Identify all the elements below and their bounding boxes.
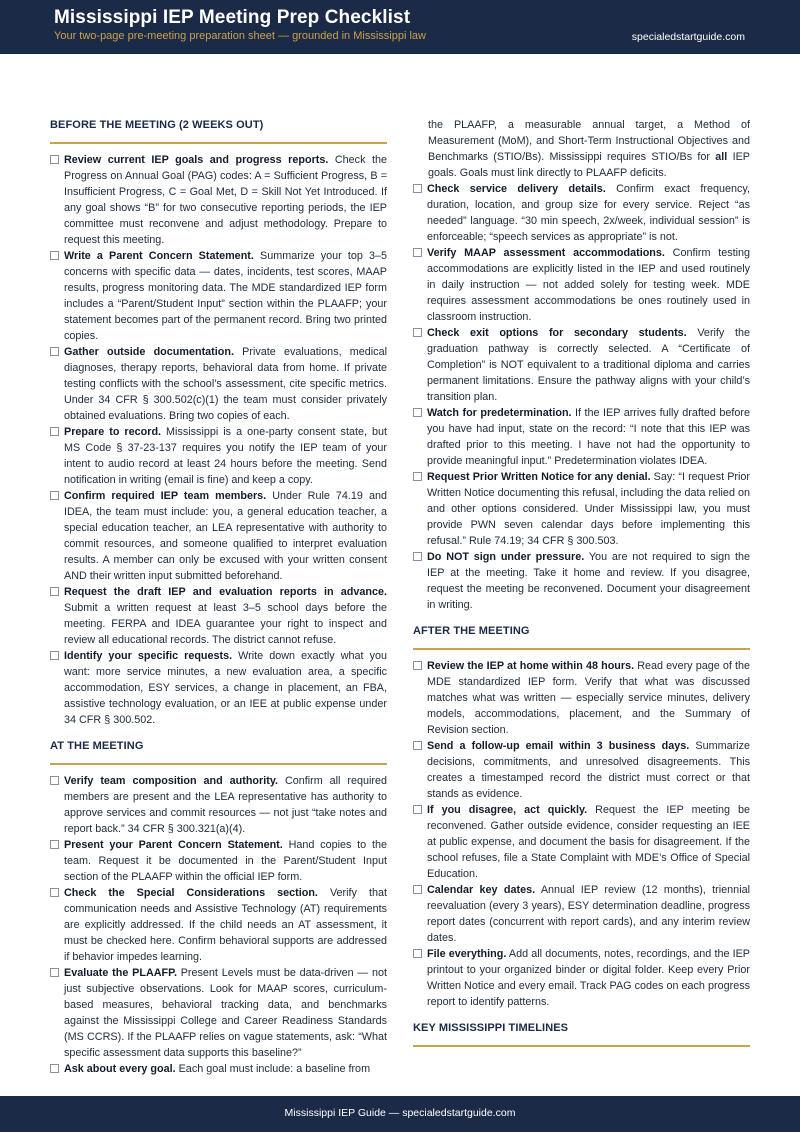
checkbox-icon[interactable] [413,248,422,257]
checklist-item-heading: Write a Parent Concern Statement. [64,250,254,262]
checklist-item-text: Request the IEP meeting be reconvened. Gather outside evidence, consider requesting an IEE at public expense, and document the basis for disagreement. If the school refuses, file a State Complaint with MDE’s Office of Special Education. [427,804,750,880]
before-list [50,152,387,728]
checklist-item-heading: Gather outside documentation. [64,346,234,358]
checklist-item-heading: Send a follow-up email within 3 business days. [427,740,690,752]
after-list [413,658,750,1010]
checklist-item [413,469,750,549]
checklist-item-heading: Check service delivery details. [427,183,606,195]
checkbox-icon[interactable] [50,651,59,660]
checkbox-icon[interactable] [50,491,59,500]
checklist-item-heading: Do NOT sign under pressure. [427,551,585,563]
checklist-item-text: Verify the graduation pathway is correctly selected. A “Certificate of Completion” is NOT equivalent to a traditional diploma and carries permanent limitations. Ensure the pathway aligns with your child’s transition plan. [427,327,750,403]
checkbox-icon[interactable] [413,741,422,750]
checklist-item [50,773,387,837]
site-url: specialedstartguide.com [631,31,745,43]
checklist-item-heading: File everything. [427,948,507,960]
section-title-before: BEFORE THE MEETING (2 WEEKS OUT) [50,117,387,144]
checklist-item [50,885,387,965]
checkbox-icon[interactable] [413,805,422,814]
checklist-item-heading: Identify your specific requests. [64,650,233,662]
checklist-item-text: Mississippi is a one-party consent state, but MS Code § 37-23-137 requires you notify the IEP team of your intent to audio record at least 24 hours before the meeting. Send notification in writing (email is fine) and keep a copy. [64,426,387,486]
checklist-item-heading: If you disagree, act quickly. [427,804,588,816]
checkbox-icon[interactable] [50,587,59,596]
checkbox-icon[interactable] [50,251,59,260]
checklist-item-text: Say: “I request Prior Written Notice documenting this refusal, including the data relied on and other options considered. Under Mississippi law, you must provide PWN seven calendar days before implementing this refusal.” Rule 74.19; 34 CFR § 300.503. [427,471,750,547]
checklist-item [413,405,750,469]
checklist-item-text: Add all documents, notes, recordings, and the IEP printout to your organized binder or digital folder. Keep every Prior Written Notice and every email. Track PAG codes on each progress report to identify patterns. [427,948,751,1008]
checklist-item-text: Each goal must include: a baseline from [175,1063,371,1075]
checkbox-icon[interactable] [413,184,422,193]
checklist-item-text: Submit a written request at least 3–5 school days before the meeting. FERPA and IDEA guarantee your right to inspect and review all educational records. The district cannot refuse. [64,602,387,646]
checklist-item [413,325,750,405]
at-list-continued [413,181,750,613]
checklist-item-heading: Request the draft IEP and evaluation reports in advance. [64,586,387,598]
section-title-at: AT THE MEETING [50,738,387,765]
checklist-item-text: Confirm testing accommodations are explicitly listed in the IEP and used routinely in daily instruction — not added solely for testing week. MDE requires assessment accommodations be ones routinely used in classroom instruction. [427,247,751,323]
checklist-item-text: Write down exactly what you want: more service minutes, a new evaluation area, a specific accommodation, ESY services, a change in placement, an FBA, assistive technology evaluation, or an IEE at public expense under 34 CFR § 300.502. [64,650,387,726]
checklist-item-heading: Watch for predetermination. [427,407,572,419]
checklist-item [50,837,387,885]
checklist-item [413,882,750,946]
checkbox-icon[interactable] [50,888,59,897]
checklist-item-text: Read every page of the MDE standardized IEP form. Verify that what was discussed matches what was written — especially service minutes, delivery models, accommodations, placement, and the Summary of Revision section. [427,660,750,736]
checklist-item [50,648,387,728]
checklist-item-heading: Calendar key dates. [427,884,536,896]
page-title: Mississippi IEP Meeting Prep Checklist [54,7,411,28]
checklist-item-text: You are not required to sign the IEP at the meeting. Take it home and review. If you disagree, request the meeting be reconvened. Document your disagreement in writing. [427,551,750,611]
checklist-item [413,549,750,613]
checklist-item [50,488,387,584]
checklist-item-text: Summarize your top 3–5 concerns with specific data — dates, incidents, test scores, MAAP results, progress monitoring data. The MDE standardized IEP form includes a “Parent/Student Input” section within the PLAAFP; your statement becomes part of the permanent record. Bring two printed copies. [64,250,387,342]
goal-continuation: the PLAAFP, a measurable annual target, a Method of Measurement (MoM), and Short-Term Instructional Objectives and Benchmarks (STIO/Bs). Mississippi requires STIO/Bs for all IEP goals. Goals must link directly to PLAAFP deficits. [428,119,750,179]
checklist-item [50,965,387,1061]
checklist-item-text: Private evaluations, medical diagnoses, therapy reports, behavioral data from home. If private testing conflicts with the school’s assessment, cite specific metrics. Under 34 CFR § 300.502(c)(1) the team must consider privately obtained evaluations. Bring two copies of each. [64,346,387,422]
page-header [0,0,800,54]
checkbox-icon[interactable] [413,949,422,958]
checklist-item-heading: Verify team composition and authority. [64,775,279,787]
checklist-item [50,1061,387,1077]
checklist-item-heading: Verify MAAP assessment accommodations. [427,247,665,259]
left-column [50,117,387,1077]
checklist-item [413,946,750,1010]
checklist-item-heading: Request Prior Written Notice for any denial. [427,471,651,483]
checklist-item-heading: Check exit options for secondary students. [427,327,687,339]
section-title-timelines: KEY MISSISSIPPI TIMELINES [413,1020,750,1047]
checklist-item-text: If the IEP arrives fully drafted before you have had input, state on the record: “I note that this IEP was drafted prior to this meeting. I have not had the opportunity to provide meaningful input.” Predetermination violates IDEA. [427,407,750,467]
checklist-item [50,248,387,344]
checkbox-icon[interactable] [413,328,422,337]
right-column [413,117,750,1055]
checklist-item [50,152,387,248]
checklist-item-text: Verify that communication needs and Assistive Technology (AT) requirements are explicitly addressed. If the child needs an AT assessment, it must be checked here. Confirm behavioral supports are addressed if behavior impedes learning. [64,887,387,963]
checklist-item-heading: Present your Parent Concern Statement. [64,839,283,851]
checkbox-icon[interactable] [50,840,59,849]
page-subtitle: Your two-page pre-meeting preparation sheet — grounded in Mississippi law [54,30,426,42]
checkbox-icon[interactable] [413,408,422,417]
checkbox-icon[interactable] [413,472,422,481]
at-list [50,773,387,1077]
checklist-item-text: Summarize decisions, commitments, and unresolved disagreements. This creates a timestamped record the district must correct or that stands as evidence. [427,740,750,800]
checklist-item [413,738,750,802]
checklist-item-text: Annual IEP review (12 months), triennial reevaluation (every 3 years), ESY determination deadline, progress report dates (concurrent with report cards), and any interim review dates. [427,884,750,944]
checklist-item-heading: Check the Special Considerations section. [64,887,318,899]
checklist-item [413,181,750,245]
checkbox-icon[interactable] [50,427,59,436]
footer-text: Mississippi IEP Guide — specialedstartguide.com [284,1107,516,1119]
checkbox-icon[interactable] [50,1064,59,1073]
checkbox-icon[interactable] [413,885,422,894]
checklist-item [50,584,387,648]
checklist-item [413,802,750,882]
checklist-item-heading: Review current IEP goals and progress reports. [64,154,329,166]
checklist-item-heading: Ask about every goal. [64,1063,176,1075]
checklist-item-text: Confirm all required members are present and the LEA representative has authority to approve services and commit resources — not just “take notes and report back.” 34 CFR § 300.321(a)(4). [64,775,387,835]
checklist-item [50,424,387,488]
page-footer [0,1096,800,1132]
checkbox-icon[interactable] [50,155,59,164]
checklist-item-text: Present Levels must be data-driven — not just subjective observations. Look for MAAP scores, curriculum-based measures, behavioral tracking data, and benchmarks against the Mississippi College and Career Readiness Standards (MS CCRS). If the PLAAFP relies on vague statements, ask: “What specific assessment data supports this baseline?” [64,967,387,1059]
checkbox-icon[interactable] [413,661,422,670]
checkbox-icon[interactable] [50,776,59,785]
checklist-item [413,245,750,325]
checklist-item-text: Hand copies to the team. Request it be documented in the Parent/Student Input section of the PLAAFP within the official IEP form. [64,839,387,883]
checklist-item [413,658,750,738]
checklist-item-heading: Confirm required IEP team members. [64,490,267,502]
section-title-after: AFTER THE MEETING [413,623,750,650]
checkbox-icon[interactable] [50,968,59,977]
checklist-item-heading: Evaluate the PLAAFP. [64,967,177,979]
checklist-item-text: Check the Progress on Annual Goal (PAG) codes: A = Sufficient Progress, B = Insufficient Progress, C = Goal Met, D = Skill Not Yet Introduced. If any goal shows “B” for two consecutive reporting periods, the IEP committee must reconvene and adjust methodology. Prepare to request this meeting. [64,154,387,246]
checklist-item-heading: Review the IEP at home within 48 hours. [427,660,635,672]
checklist-item-text: Confirm exact frequency, duration, location, and group size for every service. Reject “as needed” language. “30 min speech, 2x/week, individual session” is enforceable; “speech services as appropriate” is not. [427,183,750,243]
checkbox-icon[interactable] [413,552,422,561]
checklist-item-heading: Prepare to record. [64,426,162,438]
checkbox-icon[interactable] [50,347,59,356]
checklist-item-text: Under Rule 74.19 and IDEA, the team must include: you, a general education teacher, a special education teacher, an LEA representative with authority to commit resources, and someone qualified to interpret evaluation results. A member can only be excused with your written consent AND their written input submitted beforehand. [64,490,387,582]
checklist-item [50,344,387,424]
